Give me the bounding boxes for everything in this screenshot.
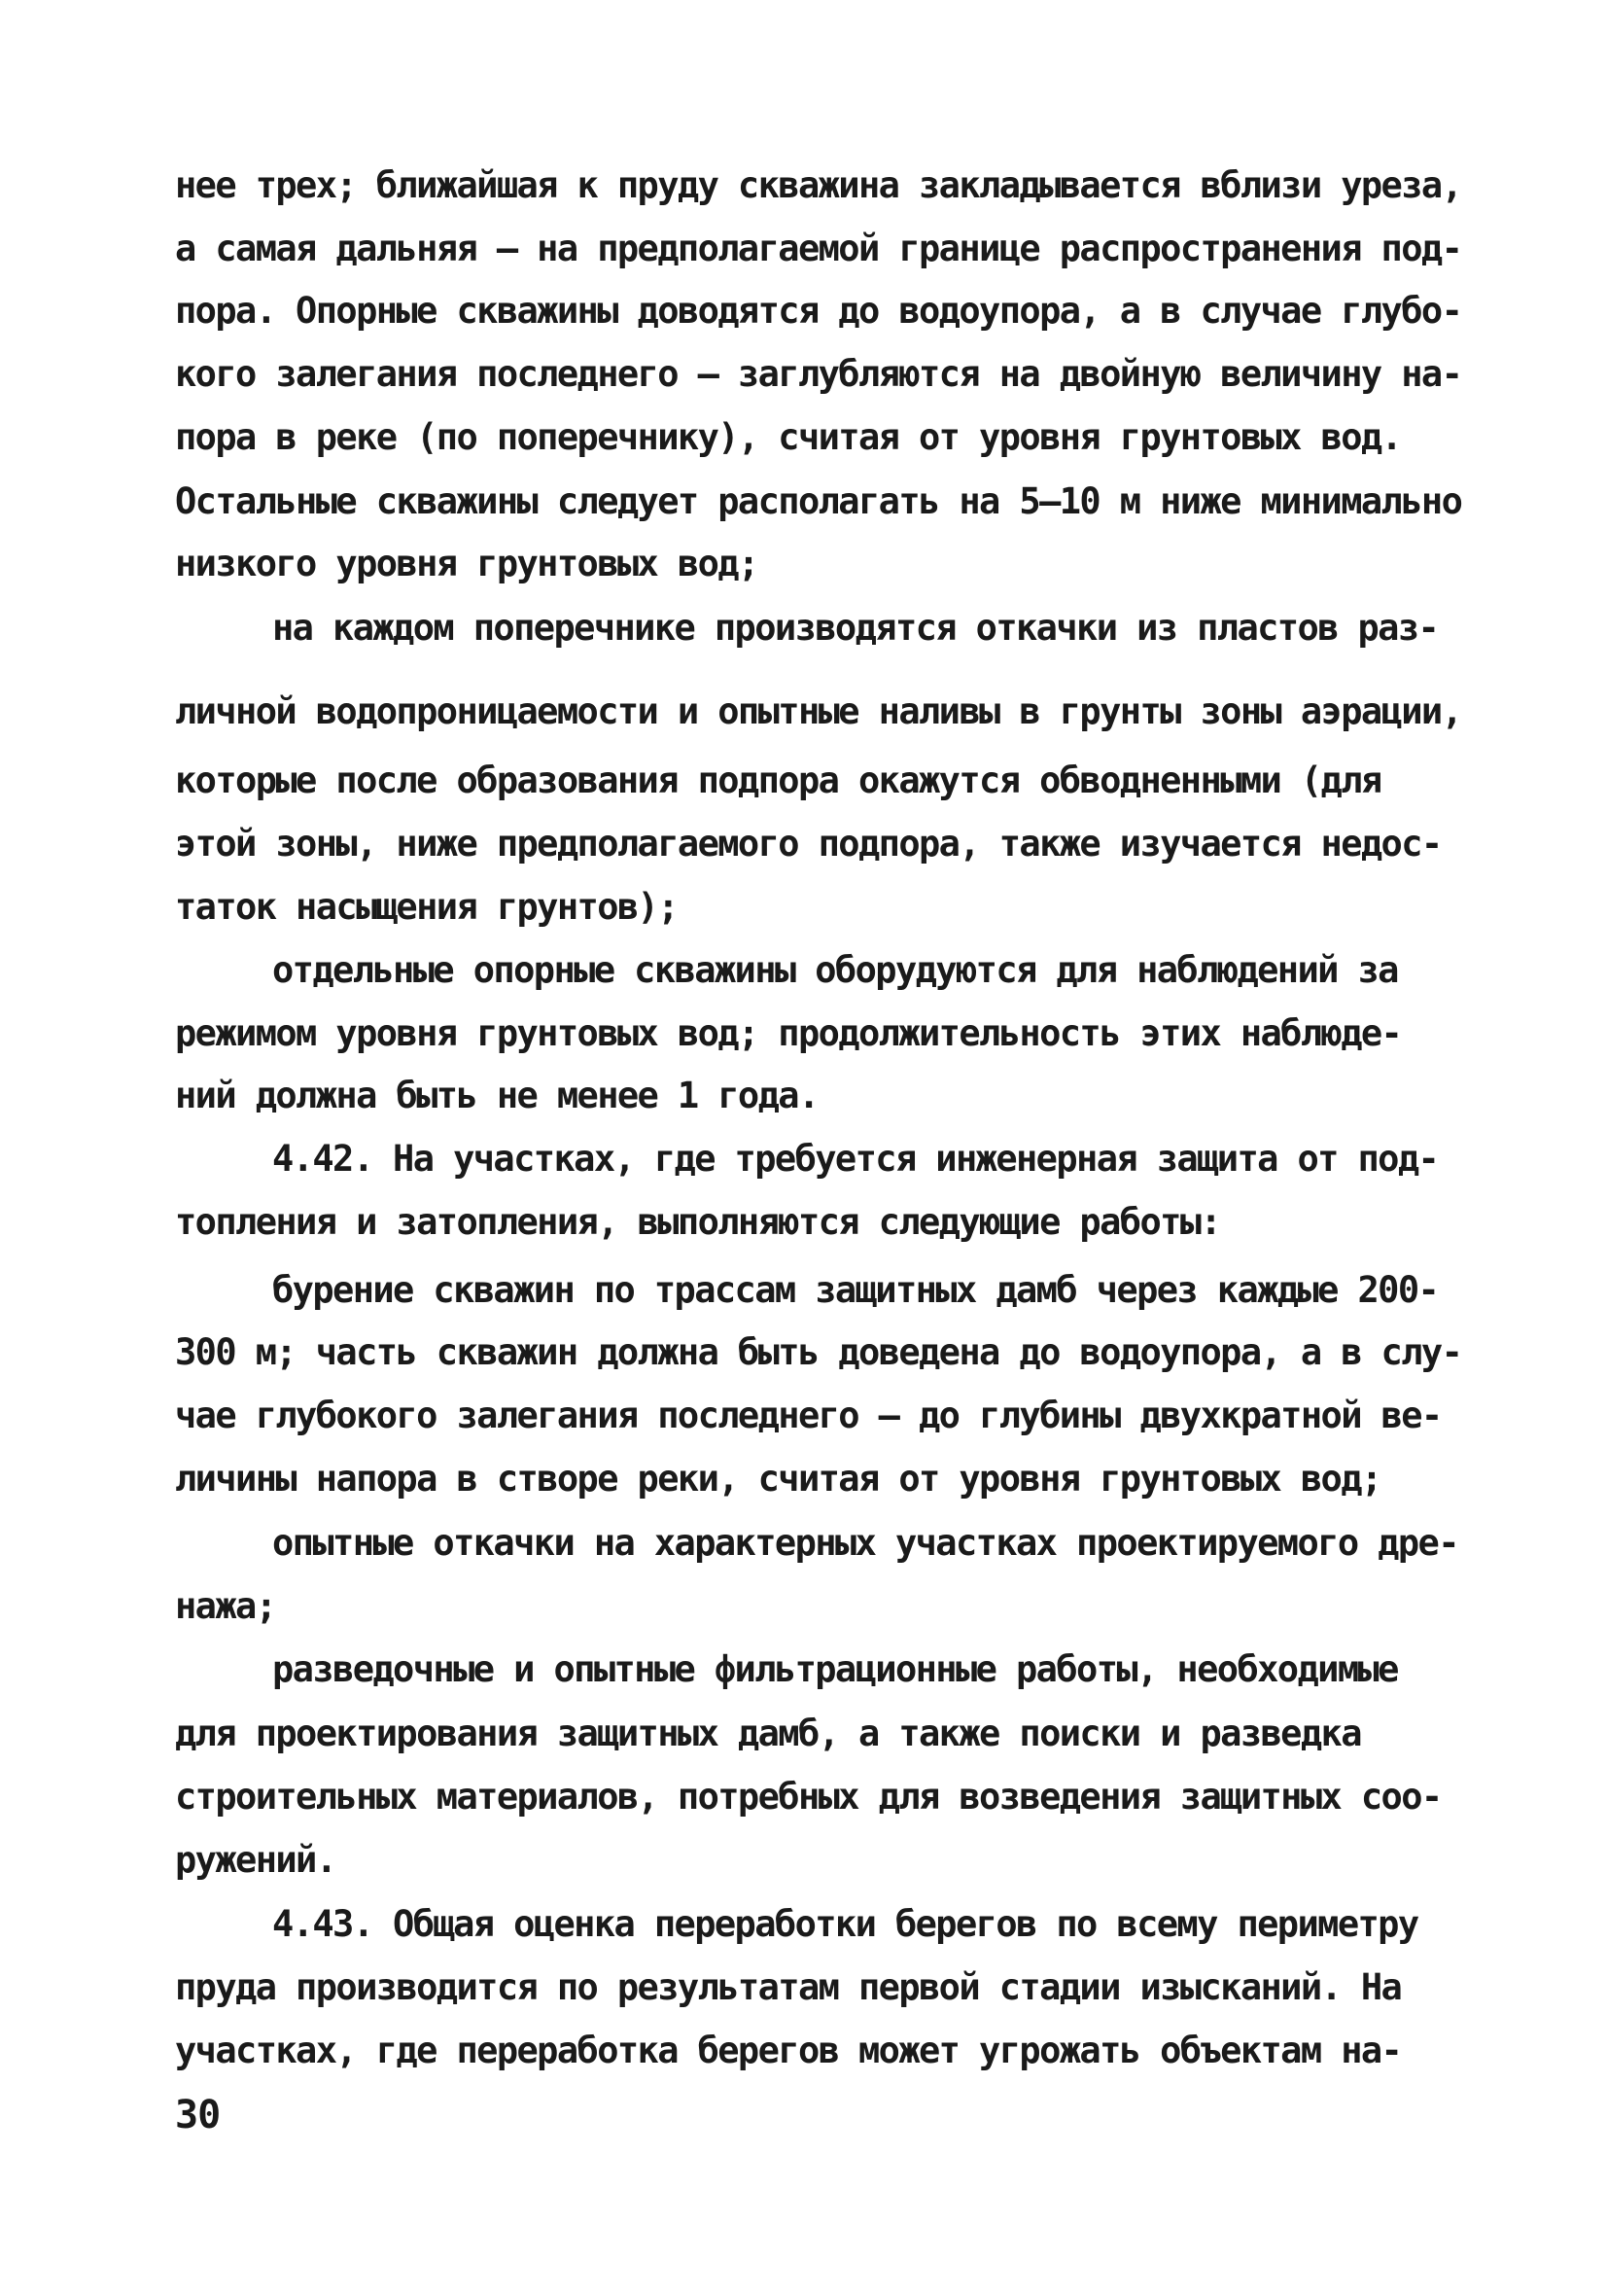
- text-line: низкого уровня грунтовых вод;: [175, 543, 758, 584]
- text-line: которые после образования подпора окажутся обводненными (для: [175, 759, 1381, 801]
- text-line: пора. Опорные скважины доводятся до водоупора, а в случае глубо-: [175, 290, 1462, 332]
- text-line: на каждом поперечнике производятся откачки из пластов раз-: [272, 607, 1439, 649]
- text-line: личины напора в створе реки, считая от уровня грунтовых вод;: [175, 1458, 1381, 1500]
- text-line: этой зоны, ниже предполагаемого подпора, также изучается недос-: [175, 823, 1442, 865]
- text-line: разведочные и опытные фильтрационные работы, необходимые: [272, 1648, 1398, 1690]
- text-line: чае глубокого залегания последнего – до глубины двухкратной ве-: [175, 1395, 1442, 1436]
- text-line: пора в реке (по поперечнику), считая от уровня грунтовых вод.: [175, 416, 1402, 458]
- text-line: режимом уровня грунтовых вод; продолжительность этих наблюде-: [175, 1012, 1402, 1054]
- page-number: 30: [175, 2093, 221, 2137]
- text-line: пруда производится по результатам первой стадии изысканий. На: [175, 1966, 1402, 2008]
- text-line: Остальные скважины следует располагать на 5–10 м ниже минимально: [175, 480, 1462, 522]
- text-line: 4.42. На участках, где требуется инженерная защита от под-: [272, 1138, 1439, 1180]
- text-line: таток насыщения грунтов);: [175, 886, 678, 928]
- text-line: бурение скважин по трассам защитных дамб через каждые 200-: [272, 1269, 1439, 1311]
- text-line: топления и затопления, выполняются следующие работы:: [175, 1201, 1221, 1243]
- text-line: участках, где переработка берегов может угрожать объектам на-: [175, 2030, 1402, 2071]
- text-line: кого залегания последнего – заглубляются на двойную величину на-: [175, 353, 1462, 395]
- text-line: 300 м; часть скважин должна быть доведена до водоупора, а в слу-: [175, 1331, 1462, 1373]
- text-line: опытные откачки на характерных участках проектируемого дре-: [272, 1522, 1458, 1564]
- text-line: для проектирования защитных дамб, а также поиски и разведка: [175, 1713, 1361, 1754]
- text-line: нее трех; ближайшая к пруду скважина закладывается вблизи уреза,: [175, 164, 1462, 206]
- text-line: личной водопроницаемости и опытные наливы в грунты зоны аэрации,: [175, 690, 1462, 732]
- text-line: 4.43. Общая оценка переработки берегов по всему периметру: [272, 1903, 1418, 1945]
- text-line: ний должна быть не менее 1 года.: [175, 1075, 819, 1116]
- text-line: ружений.: [175, 1839, 336, 1881]
- text-line: нажа;: [175, 1585, 276, 1627]
- text-line: строительных материалов, потребных для возведения защитных соо-: [175, 1776, 1442, 1818]
- text-line: отдельные опорные скважины оборудуются для наблюдений за: [272, 949, 1398, 991]
- text-line: а самая дальняя – на предполагаемой границе распространения под-: [175, 228, 1462, 269]
